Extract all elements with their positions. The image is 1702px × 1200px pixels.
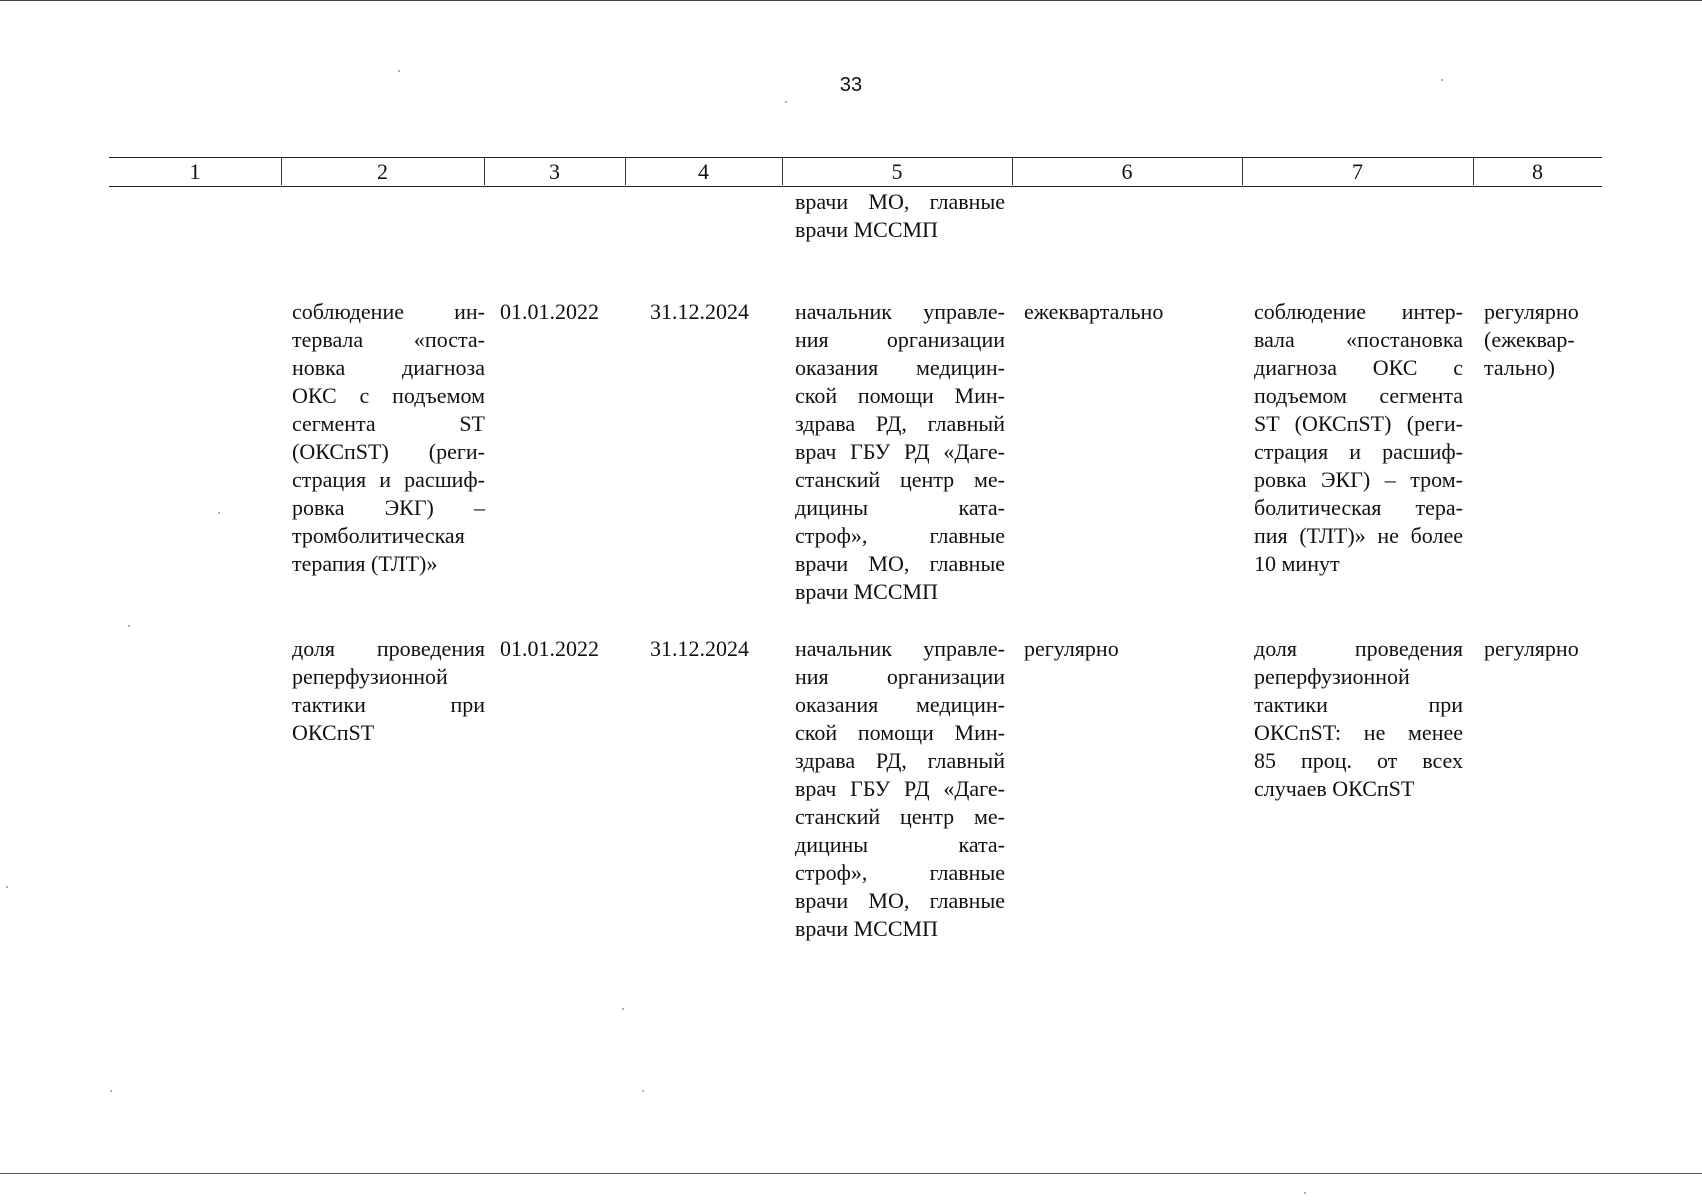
text-line: ровка ЭКГ) – тром- — [1254, 467, 1463, 492]
text-line: начальник управле- — [795, 636, 1005, 661]
text-line: вала «постановка — [1254, 327, 1463, 352]
row-2-frequency: регулярно — [1024, 636, 1119, 661]
text-line: ОКСпST: не менее — [1254, 720, 1463, 745]
text-line: болитическая тера- — [1254, 495, 1463, 520]
text-line: сегмента ST — [292, 411, 485, 436]
text-line: страция и расшиф- — [292, 467, 485, 492]
text-line: тально) — [1484, 355, 1555, 380]
text-line: станский центр ме- — [795, 467, 1005, 492]
text-line: страция и расшиф- — [1254, 439, 1463, 464]
text-line: врачи МО, главные — [795, 551, 1005, 576]
text-line: тактики при — [292, 692, 485, 717]
text-line: доля проведения — [292, 636, 485, 661]
column-header-7: 7 — [1352, 159, 1363, 184]
scan-speck — [128, 625, 130, 627]
text-line: терапия (ТЛТ)» — [292, 551, 438, 576]
column-header-6: 6 — [1121, 159, 1133, 184]
row-1-target-value — [1254, 298, 1463, 578]
text-line: врач ГБУ РД «Даге- — [795, 439, 1005, 464]
text-line: оказания медицин- — [795, 355, 1005, 380]
column-header-3: 3 — [549, 159, 560, 184]
column-header-8: 8 — [1532, 159, 1543, 184]
scan-speck — [1441, 79, 1443, 81]
text-line: ской помощи Мин- — [795, 383, 1005, 408]
scan-speck — [642, 1090, 644, 1092]
text-line: станский центр ме- — [795, 804, 1005, 829]
text-line: врачи МО, главные — [795, 189, 1005, 214]
text-line: врачи МО, главные — [795, 888, 1005, 913]
scan-top-edge — [0, 0, 1702, 1]
text-line: ской помощи Мин- — [795, 720, 1005, 745]
column-number-header — [109, 157, 1602, 187]
scan-speck — [1304, 1192, 1306, 1194]
text-line: диагноза ОКС с — [1254, 355, 1463, 380]
row-2-reporting — [1484, 635, 1579, 663]
row-2-indicator — [292, 635, 485, 747]
column-header-2: 2 — [377, 159, 388, 184]
scan-speck — [398, 70, 400, 72]
text-line: доля проведения — [1254, 636, 1463, 661]
text-line: врачи МССМП — [795, 217, 938, 242]
scan-speck — [785, 101, 787, 103]
scan-speck — [218, 512, 220, 514]
text-line: ОКСпST — [292, 720, 375, 745]
text-line: оказания медицин- — [795, 692, 1005, 717]
text-line: подъемом сегмента — [1254, 383, 1463, 408]
text-line: начальник управле- — [795, 299, 1005, 324]
text-line: врач ГБУ РД «Даге- — [795, 776, 1005, 801]
text-line: ния организации — [795, 664, 1005, 689]
row-1-end-date: 31.12.2024 — [650, 299, 749, 324]
scan-speck — [110, 1090, 112, 1092]
row-1-reporting — [1484, 298, 1579, 382]
text-line: (ОКСпST) (реги- — [292, 439, 485, 464]
row-2-end-date: 31.12.2024 — [650, 636, 749, 661]
row-2-responsible — [795, 635, 1005, 943]
text-line: регулярно — [1484, 636, 1579, 661]
page-number: 33 — [839, 74, 863, 96]
text-line: врачи МССМП — [795, 579, 938, 604]
scan-bottom-edge — [0, 1173, 1702, 1174]
text-line: соблюдение ин- — [292, 299, 485, 324]
text-line: соблюдение интер- — [1254, 299, 1463, 324]
text-line: дицины ката- — [795, 832, 1005, 857]
text-line: 10 минут — [1254, 551, 1340, 576]
text-line: 85 проц. от всех — [1254, 748, 1463, 773]
scan-speck — [6, 886, 8, 888]
scan-speck — [622, 1008, 624, 1010]
text-line: строф», главные — [795, 523, 1005, 548]
row-2-start-date: 01.01.2022 — [500, 636, 599, 661]
row-1-indicator — [292, 298, 485, 578]
text-line: ния организации — [795, 327, 1005, 352]
row-1-responsible — [795, 298, 1005, 606]
text-line: ST (ОКСпST) (реги- — [1254, 411, 1463, 436]
column-header-5: 5 — [891, 159, 903, 184]
text-line: тромболитическая — [292, 523, 465, 548]
text-line: реперфузионной — [1254, 664, 1410, 689]
row-1-frequency: ежеквартально — [1024, 299, 1164, 324]
text-line: здрава РД, главный — [795, 748, 1005, 773]
text-line: пия (ТЛТ)» не более — [1254, 523, 1463, 548]
text-line: ОКС с подъемом — [292, 383, 485, 408]
continuation-responsible — [795, 188, 1005, 244]
row-1-start-date: 01.01.2022 — [500, 299, 599, 324]
text-line: здрава РД, главный — [795, 411, 1005, 436]
text-line: тактики при — [1254, 692, 1463, 717]
text-line: случаев ОКСпST — [1254, 776, 1415, 801]
row-2-target-value — [1254, 635, 1463, 803]
text-line: новка диагноза — [292, 355, 485, 380]
text-line: дицины ката- — [795, 495, 1005, 520]
text-line: реперфузионной — [292, 664, 448, 689]
column-header-4: 4 — [698, 159, 709, 184]
column-header-1: 1 — [189, 159, 201, 184]
text-line: врачи МССМП — [795, 916, 938, 941]
text-line: ровка ЭКГ) – — [292, 495, 485, 520]
text-line: строф», главные — [795, 860, 1005, 885]
text-line: (ежеквар- — [1484, 327, 1575, 352]
text-line: регулярно — [1484, 299, 1579, 324]
text-line: тервала «поста- — [292, 327, 485, 352]
